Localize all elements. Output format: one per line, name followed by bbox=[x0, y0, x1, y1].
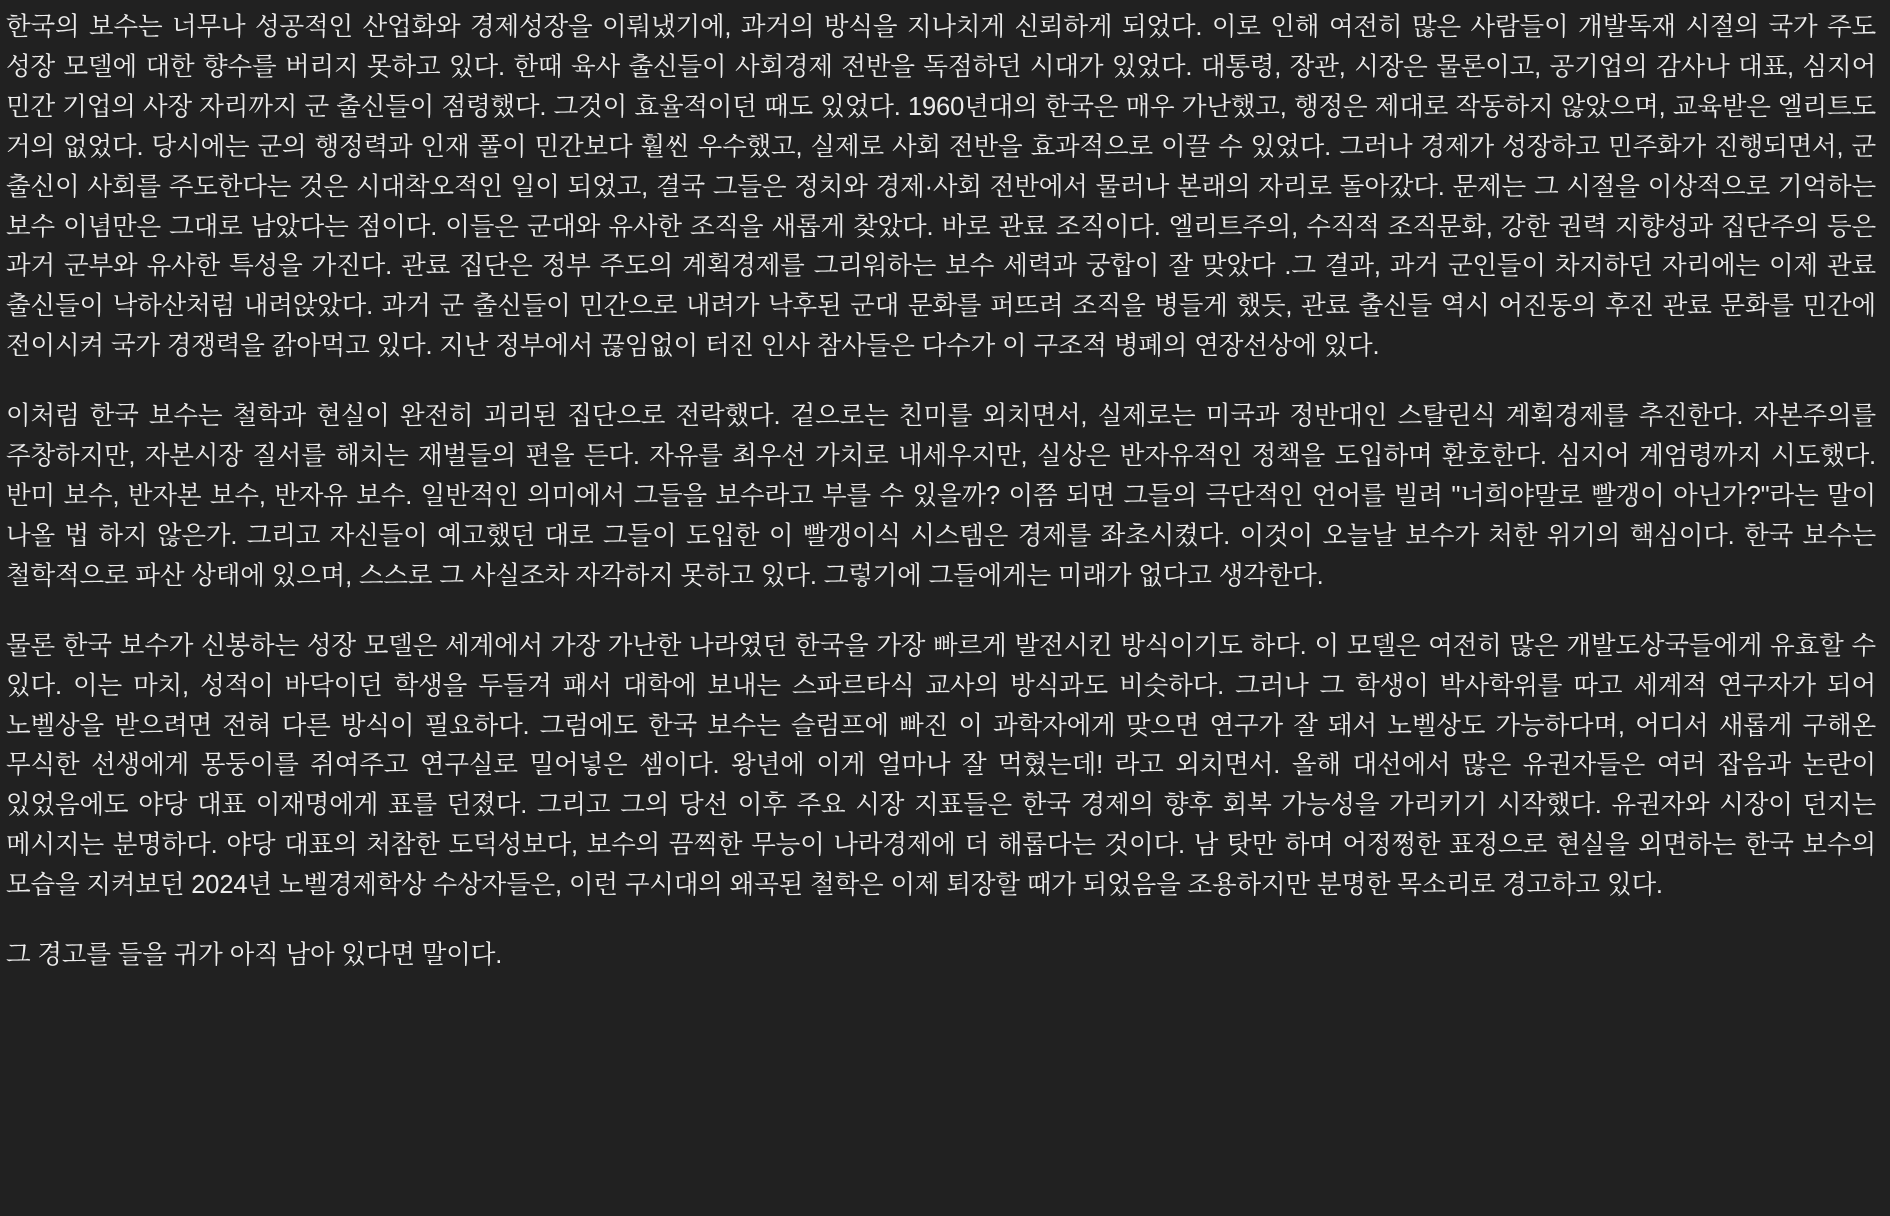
paragraph-4: 그 경고를 들을 귀가 아직 남아 있다면 말이다. bbox=[6, 941, 503, 970]
paragraph-1: 한국의 보수는 너무나 성공적인 산업화와 경제성장을 이뤄냈기에, 과거의 방식을 지나치게 신뢰하게 되었다. 이로 인해 여전히 많은 사람들이 개발독재 시절의 국가 주도 성장 모델에 대한 향수를 버리지 못하고 있다. 한때 육사 출신들이 사회경제 전반을 독점하던 시대가 있었다. 대통령, 장관, 시장은 물론이고, 공기업의 감사나 대표, 심지어 민간 기업의 사장 자리까지 군 출신들이 점령했다. 그것이 효율적이던 때도 있었다. 1960년대의 한국은 매우 가난했고, 행정은 제대로 작동하지 않았으며, 교육받은 엘리트도 거의 없었다. 당시에는 군의 행정력과 인재 풀이 민간보다 훨씬 우수했고, 실제로 사회 전반을 효과적으로 이끌 수 있었다. 그러나 경제가 성장하고 민주화가 진행되면서, 군 출신이 사회를 주도한다는 것은 시대착오적인 일이 되었고, 결국 그들은 정치와 경제·사회 전반에서 물러나 본래의 자리로 돌아갔다. 문제는 그 시절을 이상적으로 기억하는 보수 이념만은 그대로 남았다는 점이다. 이들은 군대와 유사한 조직을 새롭게 찾았다. 바로 관료 조직이다. 엘리트주의, 수직적 조직문화, 강한 권력 지향성과 집단주의 등은 과거 군부와 유사한 특성을 가진다. 관료 집단은 정부 주도의 계획경제를 그리워하는 보수 세력과 궁합이 잘 맞았다 .그 결과, 과거 군인들이 차지하던 자리에는 이제 관료 출신들이 낙하산처럼 내려앉았다. 과거 군 출신들이 민간으로 내려가 낙후된 군대 문화를 퍼뜨려 조직을 병들게 했듯, 관료 출신들 역시 어진동의 후진 관료 문화를 민간에 전이시켜 국가 경쟁력을 갉아먹고 있다. 지난 정부에서 끊임없이 터진 인사 참사들은 다수가 이 구조적 병폐의 연장선상에 있다. bbox=[6, 13, 1876, 361]
paragraph-2: 이처럼 한국 보수는 철학과 현실이 완전히 괴리된 집단으로 전락했다. 겉으로는 친미를 외치면서, 실제로는 미국과 정반대인 스탈린식 계획경제를 추진한다. 자본주의를 주창하지만, 자본시장 질서를 해치는 재벌들의 편을 든다. 자유를 최우선 가치로 내세우지만, 실상은 반자유적인 정책을 도입하며 환호한다. 심지어 계엄령까지 시도했다. 반미 보수, 반자본 보수, 반자유 보수. 일반적인 의미에서 그들을 보수라고 부를 수 있을까? 이쯤 되면 그들의 극단적인 언어를 빌려 "너희야말로 빨갱이 아닌가?"라는 말이 나올 법 하지 않은가. 그리고 자신들이 예고했던 대로 그들이 도입한 이 빨갱이식 시스템은 경제를 좌초시켰다. 이것이 오늘날 보수가 처한 위기의 핵심이다. 한국 보수는 철학적으로 파산 상태에 있으며, 스스로 그 사실조차 자각하지 못하고 있다. 그렇기에 그들에게는 미래가 없다고 생각한다. bbox=[6, 402, 1876, 590]
article-body bbox=[6, 8, 1876, 976]
paragraph-3: 물론 한국 보수가 신봉하는 성장 모델은 세계에서 가장 가난한 나라였던 한국을 가장 빠르게 발전시킨 방식이기도 하다. 이 모델은 여전히 많은 개발도상국들에게 유효할 수 있다. 이는 마치, 성적이 바닥이던 학생을 두들겨 패서 대학에 보내는 스파르타식 교사의 방식과도 비슷하다. 그러나 그 학생이 박사학위를 따고 세계적 연구자가 되어 노벨상을 받으려면 전혀 다른 방식이 필요하다. 그럼에도 한국 보수는 슬럼프에 빠진 이 과학자에게 맞으면 연구가 잘 돼서 노벨상도 가능하다며, 어디서 새롭게 구해온 무식한 선생에게 몽둥이를 쥐여주고 연구실로 밀어넣은 셈이다. 왕년에 이게 얼마나 잘 먹혔는데! 라고 외치면서. 올해 대선에서 많은 유권자들은 여러 잡음과 논란이 있었음에도 야당 대표 이재명에게 표를 던졌다. 그리고 그의 당선 이후 주요 시장 지표들은 한국 경제의 향후 회복 가능성을 가리키기 시작했다. 유권자와 시장이 던지는 메시지는 분명하다. 야당 대표의 처참한 도덕성보다, 보수의 끔찍한 무능이 나라경제에 더 해롭다는 것이다. 남 탓만 하며 어정쩡한 표정으로 현실을 외면하는 한국 보수의 모습을 지켜보던 2024년 노벨경제학상 수상자들은, 이런 구시대의 왜곡된 철학은 이제 퇴장할 때가 되었음을 조용하지만 분명한 목소리로 경고하고 있다. bbox=[6, 631, 1876, 900]
